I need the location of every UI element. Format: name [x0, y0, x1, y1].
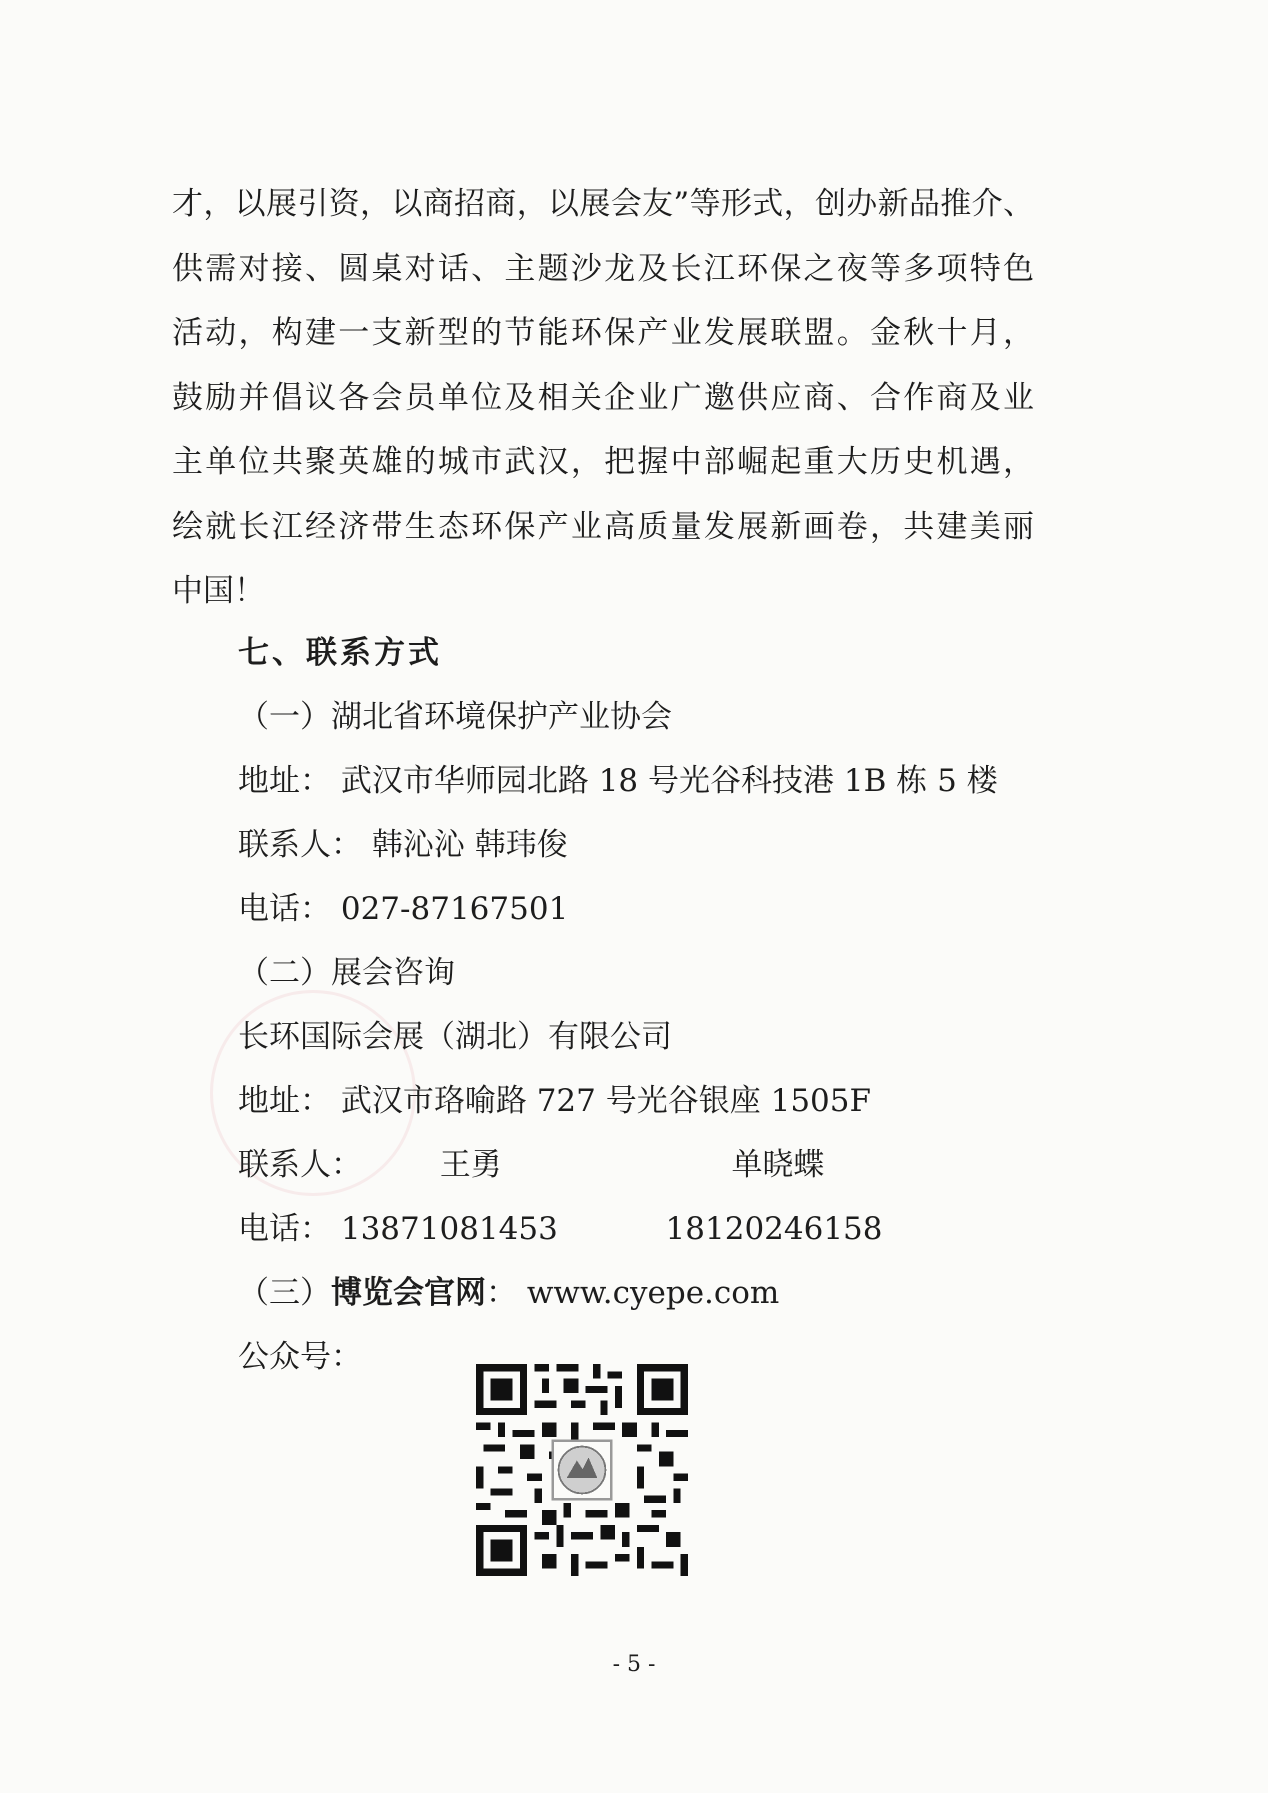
- paragraph-line: 供需对接、圆桌对话、主题沙龙及长江环保之夜等多项特色: [172, 250, 1034, 287]
- org1-phone: [238, 889, 568, 929]
- phone-label: 电话：: [238, 891, 331, 927]
- phone-label: 电话：: [238, 1211, 331, 1247]
- org1-address: [238, 761, 998, 801]
- address-value: 武汉市华师园北路 18 号光谷科技港 1B 栋 5 楼: [340, 763, 998, 799]
- phone-value: 027-87167501: [340, 891, 569, 927]
- address-value: 武汉市珞喻路 727 号光谷银座 1505F: [340, 1083, 871, 1119]
- contact-label: 联系人：: [238, 1147, 362, 1183]
- contact-value: 韩沁沁 韩玮俊: [371, 827, 568, 863]
- website-label: 博览会官网: [331, 1275, 486, 1311]
- org2-title: （二）展会咨询: [238, 955, 455, 991]
- paragraph-line: 绘就长江经济带生态环保产业高质量发展新画卷，共建美丽: [172, 508, 1034, 545]
- website-line: [238, 1273, 779, 1313]
- address-label: 地址：: [238, 763, 331, 799]
- phone-number-1: 13871081453: [340, 1211, 558, 1247]
- org2-address: [238, 1081, 871, 1121]
- paragraph-line: 主单位共聚英雄的城市武汉，把握中部崛起重大历史机遇，: [172, 444, 1034, 480]
- paragraph-line: 活动，构建一支新型的节能环保产业发展联盟。金秋十月，: [172, 315, 1034, 351]
- org1-title: （一）湖北省环境保护产业协会: [238, 699, 672, 735]
- contact-label: 联系人：: [238, 827, 362, 863]
- website-colon: ：: [486, 1275, 517, 1311]
- paragraph-line: 鼓励并倡议各会员单位及相关企业广邀供应商、合作商及业: [172, 379, 1034, 416]
- contact-name-1: 王勇: [439, 1147, 502, 1183]
- phone-number-2: 18120246158: [665, 1211, 883, 1247]
- address-label: 地址：: [238, 1083, 331, 1119]
- website-prefix: （三）: [238, 1275, 331, 1311]
- paragraph-line: 中国！: [172, 573, 265, 609]
- contact-name-2: 单晓蝶: [731, 1147, 825, 1183]
- org2-contact: [238, 1145, 824, 1185]
- org1-contact: [238, 825, 568, 865]
- section-heading: 七、联系方式: [238, 635, 442, 671]
- org2-company: 长环国际会展（湖北）有限公司: [238, 1019, 672, 1055]
- org2-phone: [238, 1209, 883, 1249]
- qr-code-image: [476, 1364, 688, 1576]
- page-number: - 5 -: [612, 1652, 656, 1677]
- paragraph-line: 才，以展引资，以商招商，以展会友”等形式，创办新品推介、: [172, 186, 1034, 222]
- body-paragraph: [172, 172, 1034, 624]
- wechat-label: 公众号：: [238, 1339, 362, 1375]
- website-url[interactable]: www.cyepe.com: [526, 1275, 780, 1311]
